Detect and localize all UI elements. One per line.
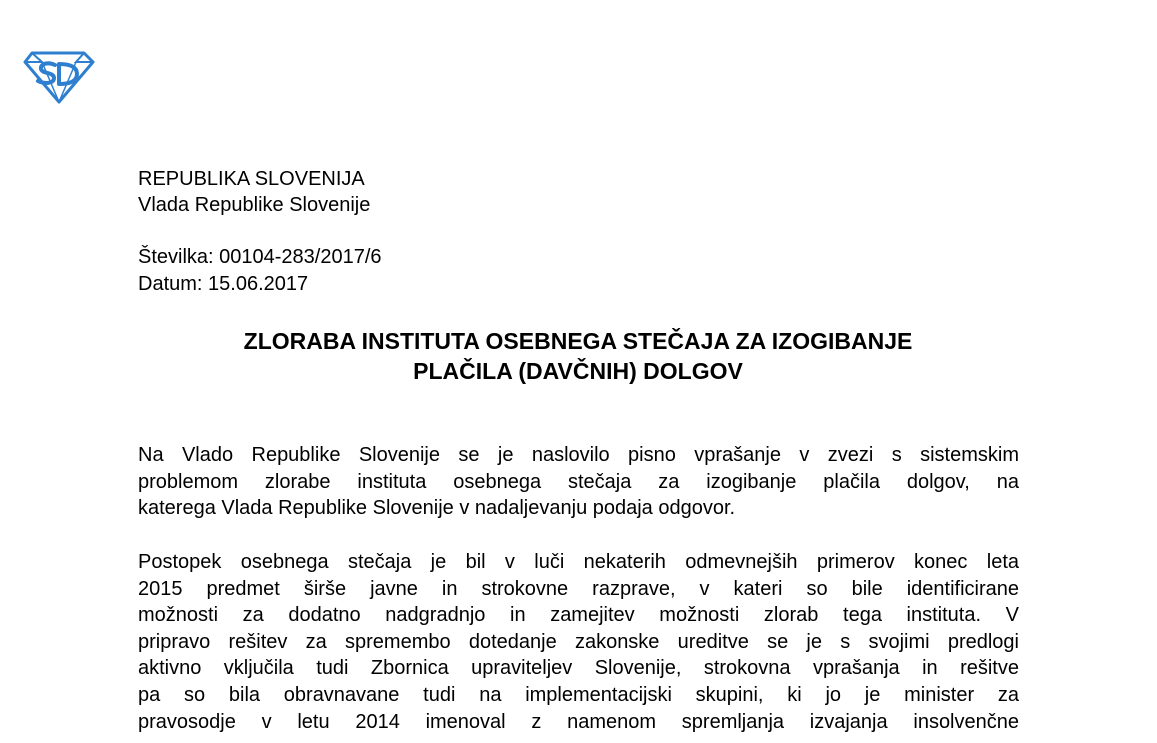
document-date: Datum: 15.06.2017 — [138, 273, 309, 295]
paragraph-line: problemom zlorabe instituta osebnega stečaja za izogibanje plačila dolgov, na — [138, 470, 1019, 493]
paragraph-line: Na Vlado Republike Slovenije se je naslovilo pisno vprašanje v zvezi s sistemskim — [138, 444, 1019, 466]
government-logo — [22, 48, 96, 104]
country-name: REPUBLIKA SLOVENIJA — [138, 168, 365, 190]
sd-shield-logo-icon — [22, 48, 96, 104]
title-line-2: PLAČILA (DAVČNIH) DOLGOV — [413, 358, 743, 384]
paragraph-line: možnosti za dodatno nadgradnjo in zamejitev možnosti zlorab tega instituta. V — [138, 604, 1019, 627]
paragraph-line: pripravo rešitev za spremembo dotedanje zakonske ureditve se je s svojimi predlogi — [138, 630, 1019, 653]
paragraph-2 — [138, 549, 1019, 735]
paragraph-line: aktivno vključila tudi Zbornica upraviteljev Slovenije, strokovna vprašanja in rešitve — [138, 657, 1019, 680]
paragraph-line: katerega Vlada Republike Slovenije v nadaljevanju podaja odgovor. — [138, 497, 736, 520]
title-line-1: ZLORABA INSTITUTA OSEBNEGA STEČAJA ZA IZOGIBANJE — [243, 328, 913, 354]
paragraph-1 — [138, 442, 1019, 522]
document-title — [138, 326, 1018, 386]
header-block — [138, 166, 370, 218]
paragraph-line: Postopek osebnega stečaja je bil v luči nekaterih odmevnejših primerov konec leta — [138, 551, 1019, 573]
government-name: Vlada Republike Slovenije — [138, 194, 371, 216]
paragraph-line: pa so bila obravnavane tudi na implementacijski skupini, ki jo je minister za — [138, 683, 1019, 706]
paragraph-line: 2015 predmet širše javne in strokovne razprave, v kateri so bile identificirane — [138, 577, 1019, 600]
document-number: Številka: 00104-283/2017/6 — [138, 246, 382, 268]
reference-block — [138, 244, 382, 298]
paragraph-line: pravosodje v letu 2014 imenoval z namenom spremljanja izvajanja insolvenčne — [138, 710, 1019, 733]
